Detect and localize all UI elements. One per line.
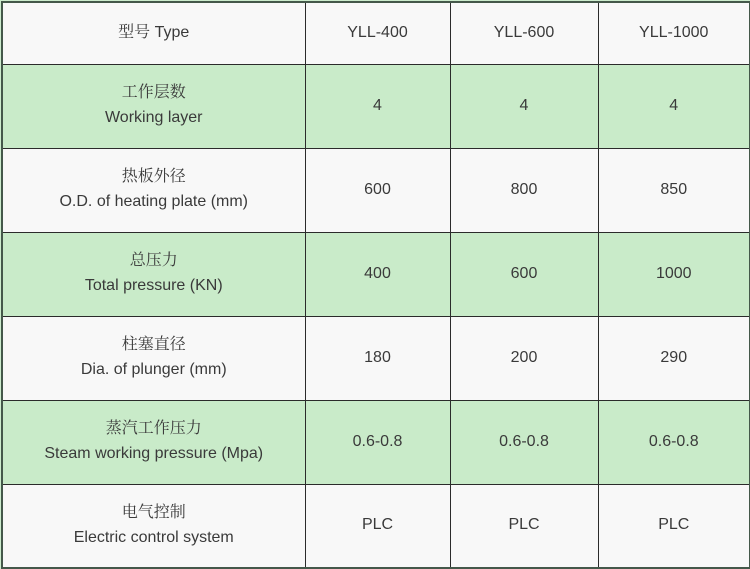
spec-value-cell: 0.6-0.8 [598,400,750,484]
spec-value-cell: 400 [305,232,450,316]
spec-label-en: O.D. of heating plate (mm) [59,193,248,210]
spec-label-zh: 总压力 [129,252,178,270]
model-header-cell-yll-400: YLL-400 [305,2,450,64]
spec-table [1,1,750,569]
spec-label-zh: 热板外径 [121,168,186,186]
spec-value-cell: 0.6-0.8 [305,400,450,484]
spec-label-cell [2,400,305,484]
spec-value-cell: PLC [598,484,750,568]
spec-row-electric-control [2,484,750,568]
spec-value-cell: 290 [598,316,750,400]
spec-value-cell: 800 [450,148,598,232]
spec-row-steam-pressure [2,400,750,484]
spec-value-cell: 200 [450,316,598,400]
spec-label-cell [2,232,305,316]
header-row [2,2,750,64]
spec-label-cell [2,484,305,568]
spec-label-cell [2,148,305,232]
spec-value-cell: 4 [598,64,750,148]
spec-label-en: Dia. of plunger (mm) [80,361,227,378]
spec-value-cell: 4 [450,64,598,148]
spec-label-en: Steam working pressure (Mpa) [44,445,264,462]
spec-value-cell: 0.6-0.8 [450,400,598,484]
spec-value-cell: PLC [450,484,598,568]
spec-label-en: Total pressure (KN) [84,277,223,294]
spec-value-cell: 1000 [598,232,750,316]
type-header-cell: 型号 Type [2,2,305,64]
spec-label-zh: 工作层数 [121,84,186,102]
spec-value-cell: 850 [598,148,750,232]
spec-label-zh: 蒸汽工作压力 [105,420,202,438]
spec-row-working-layer [2,64,750,148]
spec-value-cell: 4 [305,64,450,148]
spec-value-cell: 600 [305,148,450,232]
spec-label-en: Working layer [104,109,203,126]
spec-label-en: Electric control system [73,528,234,546]
spec-row-heating-plate-od [2,148,750,232]
spec-row-plunger-dia [2,316,750,400]
spec-table-page [0,1,750,568]
spec-label-zh: 柱塞直径 [121,336,186,354]
spec-value-cell: 180 [305,316,450,400]
spec-label-zh: 电气控制 [121,503,186,521]
model-header-cell-yll-1000: YLL-1000 [598,2,750,64]
spec-value-cell: PLC [305,484,450,568]
model-header-cell-yll-600: YLL-600 [450,2,598,64]
spec-value-cell: 600 [450,232,598,316]
spec-label-cell [2,316,305,400]
spec-label-cell [2,64,305,148]
spec-row-total-pressure [2,232,750,316]
